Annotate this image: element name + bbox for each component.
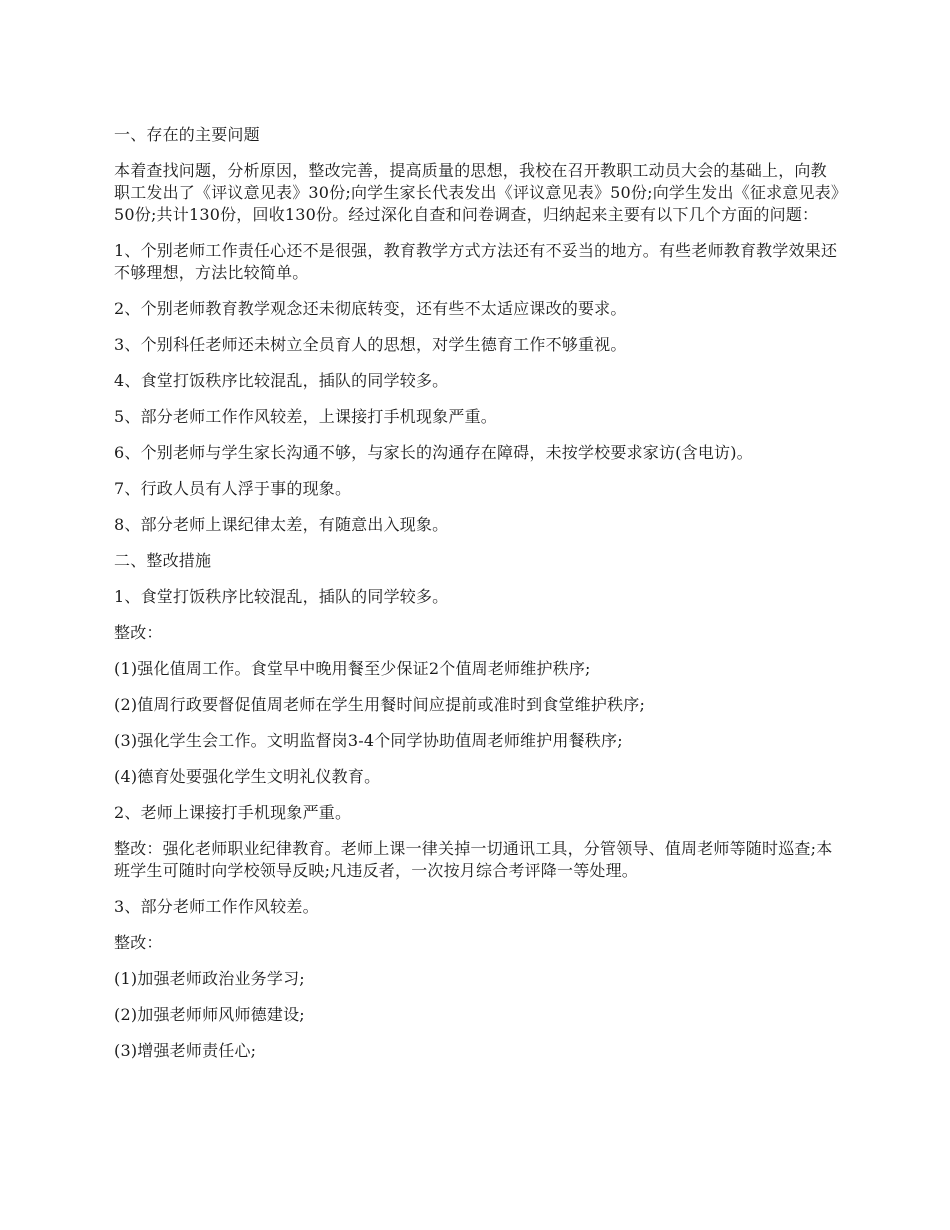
section-heading-measures: 二、整改措施 <box>114 551 212 570</box>
rectification-label: 整改： <box>114 623 163 642</box>
problem-item-6: 6、个别老师与学生家长沟通不够，与家长的沟通存在障碍，未按学校要求家访(含电访)。 <box>114 443 753 462</box>
problem-item-3: 3、个别科任老师还未树立全员育人的思想，对学生德育工作不够重视。 <box>114 335 627 354</box>
measure-3-sub-3: (3)增强老师责任心; <box>114 1041 257 1060</box>
section-heading-problems: 一、存在的主要问题 <box>114 125 260 144</box>
measure-2-rectification: 整改：强化老师职业纪律教育。老师上课一律关掉一切通讯工具，分管领导、值周老师等随时巡查;本班学生可随时向学校领导反映;凡违反者，一次按月综合考评降一等处理。 <box>114 839 833 880</box>
measure-item-2: 2、老师上课接打手机现象严重。 <box>114 803 352 822</box>
measure-1-sub-3: (3)强化学生会工作。文明监督岗3-4个同学协助值周老师维护用餐秩序; <box>114 731 623 750</box>
measure-1-sub-2: (2)值周行政要督促值周老师在学生用餐时间应提前或准时到食堂维护秩序; <box>114 695 646 714</box>
measure-item-3: 3、部分老师工作作风较差。 <box>114 897 319 916</box>
measure-1-sub-4: (4)德育处要强化学生文明礼仪教育。 <box>114 767 381 786</box>
rectification-label: 整改： <box>114 933 163 952</box>
problem-item-8: 8、部分老师上课纪律太差，有随意出入现象。 <box>114 515 449 534</box>
problem-item-4: 4、食堂打饭秩序比较混乱，插队的同学较多。 <box>114 371 449 390</box>
measure-3-sub-1: (1)加强老师政治业务学习; <box>114 969 305 988</box>
problem-item-7: 7、行政人员有人浮于事的现象。 <box>114 479 352 498</box>
problem-item-5: 5、部分老师工作作风较差，上课接打手机现象严重。 <box>114 407 497 426</box>
measure-1-sub-1: (1)强化值周工作。食堂早中晚用餐至少保证2个值周老师维护秩序; <box>114 659 591 678</box>
intro-paragraph: 本着查找问题，分析原因，整改完善，提高质量的思想，我校在召开教职工动员大会的基础上，向教职工发出了《评议意见表》30份;向学生家长代表发出《评议意见表》50份;向学生发出《征求意见表》50份;共计130份，回收130份。经过深化自查和问卷调查，归纳起来主要有以下几个方面的问题： <box>114 161 840 224</box>
measure-item-1: 1、食堂打饭秩序比较混乱，插队的同学较多。 <box>114 587 449 606</box>
document-body <box>114 124 840 1076</box>
problem-item-2: 2、个别老师教育教学观念还未彻底转变，还有些不太适应课改的要求。 <box>114 299 627 318</box>
problem-item-1: 1、个别老师工作责任心还不是很强，教育教学方式方法还有不妥当的地方。有些老师教育教学效果还不够理想，方法比较简单。 <box>114 241 838 282</box>
measure-3-sub-2: (2)加强老师师风师德建设; <box>114 1005 305 1024</box>
